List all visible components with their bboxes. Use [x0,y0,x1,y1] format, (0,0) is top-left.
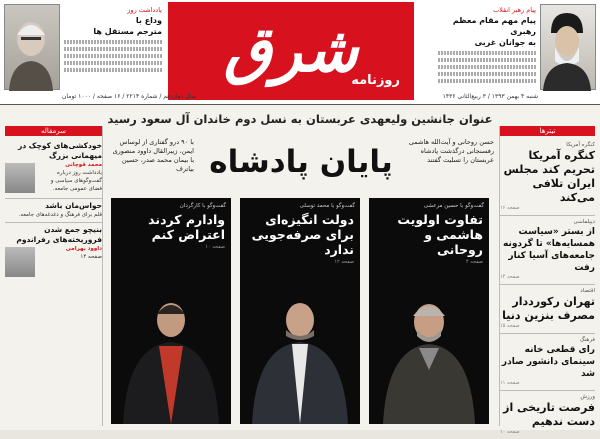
text-lines [438,51,536,55]
author-photo [5,163,35,193]
right-teaser-title-2: به جوانان غربی [474,38,536,47]
news-item[interactable] [500,139,595,216]
panel-kicker: گفت‌وگو با کارگردان [179,203,226,209]
panel-headline: وادارم کردند اعتراض کنم [148,212,225,242]
masthead [0,0,600,104]
item-page: صفحه ۱۰ [500,429,520,435]
text-lines [438,65,536,69]
masthead-left-teaser[interactable] [64,6,162,75]
item-kicker: ورزش [580,394,595,400]
left-column [3,126,103,426]
text-lines [64,47,162,51]
right-teaser-title: پیام مهم مقام معظم رهبری [452,16,536,36]
news-item[interactable] [500,285,595,334]
text-lines [438,79,536,83]
item-page: صفحه ۱۶ [500,205,520,211]
item-page: صفحه ۱۵ [500,323,520,329]
news-item[interactable] [500,391,595,439]
editorial-headline: بنیچو جمع شدن فروریخته‌های رفراندوم [16,225,102,244]
masthead-right-teaser[interactable] [438,6,536,86]
person-photo [119,292,223,424]
news-item[interactable] [500,334,595,391]
right-teaser-kicker: پیام رهبر انقلاب [493,6,536,14]
person-photo [377,292,481,424]
issue-date: شنبه ۴ بهمن ۱۳۹۳ / ۳ ربیع‌الثانی ۱۴۳۶ [442,93,538,100]
interview-panel[interactable] [240,198,360,424]
item-headline: کنگره آمریکا تحریم کند مجلس ایران تلافی می‌کند [503,149,595,204]
panel-kicker: گفت‌وگو با حسین مرعشی [423,203,484,209]
person-photo [248,292,352,424]
panel-page: صفحه ۱۲ [334,259,354,265]
editorial-author: داوود بهرامی [65,246,102,252]
panel-headline: دولت انگیزه‌ای برای صرفه‌جویی ندارد [251,212,354,257]
left-teaser-title: وداع با [135,16,162,25]
text-lines [438,58,536,62]
editorial-item[interactable] [5,199,102,223]
side-note-left[interactable]: با ۹۰ درو گفتاری از لوساس ایمن، زیبرالقال داوود منصوری با بیمان محمد صدر، حسین بیاترف [112,138,194,173]
editorial-headline: خودکشی‌های کوچک در میهمانی بزرگ [18,141,102,160]
right-column [499,126,597,435]
item-headline: فرصت تاریخی از دست ندهیم [503,401,595,428]
item-headline: رای قطعی خانه سینمای دانشور صادر شد [501,345,595,379]
surtitle[interactable]: عنوان جانشین ولیعهدی عربستان به نسل دوم خاندان آل سعود رسید [107,112,493,126]
item-page: صفحه ۱۴ [500,274,520,280]
text-lines [64,40,162,44]
panel-kicker: گفت‌وگو با محمد توسلی [299,203,355,209]
editorial-item[interactable] [5,223,102,282]
editorial-item[interactable] [5,139,102,199]
item-headline: تهران رکورددار مصرف بنزین دنیا [502,295,595,322]
editorial-body: یادداشت روز درباره گفت‌وگوهای سیاسی و فضای عمومی جامعه. [50,170,102,192]
panel-page: صفحه ۴ [466,259,483,265]
interview-panels [111,198,489,428]
center-story [106,104,494,426]
text-lines [64,61,162,65]
portrait-photo-right [540,4,596,90]
item-headline: از بستر «سیاست همسایه‌ها» تا گردونه جامعه‌های آسیا کنار رفت [503,227,595,273]
section-tag: تیترها [500,126,595,136]
editorial-page: صفحه ۱۴ [80,254,102,260]
news-item[interactable] [500,216,595,285]
text-lines [64,54,162,58]
text-lines [64,68,162,72]
item-page: صفحه ۱۱ [500,380,520,386]
panel-page: صفحه ۱۰ [205,244,225,250]
logo-text: شرق [223,13,359,86]
item-kicker: کنگره آمریکا [566,142,595,148]
left-teaser-kicker: یادداشت روز [127,6,162,14]
editorial-body: قلم برای فرهنگ و دغدغه‌های جامعه. [18,212,102,218]
editorial-headline: حواس‌مان باشد [45,201,102,210]
text-lines [438,72,536,76]
main-headline[interactable]: پایان پادشاه [209,144,393,180]
logo-subtitle: روزنامه [351,73,400,88]
interview-panel[interactable] [369,198,489,424]
item-kicker: فرهنگ [579,337,595,343]
editorial-author: محمد قوچانی [65,162,102,168]
portrait-photo-left [4,4,60,90]
item-kicker: دیپلماسی [573,219,595,225]
issue-number: سال دوازدهم / شماره ۲۲۱۴ / ۱۶ صفحه / ۱۰۰۰ تومان [62,93,197,100]
logo[interactable] [168,2,414,100]
panel-headline: تفاوت اولویت هاشمی و روحانی [397,212,483,257]
interview-panel[interactable] [111,198,231,424]
side-note-right[interactable]: حسن روحانی و آیت‌الله هاشمی رفسنجانی درگذشت پادشاه عربستان را تسلیت گفتند [408,138,494,164]
left-teaser-title-2: مترجم مستقل ها [93,27,162,36]
section-tag: سرمقاله [5,126,102,136]
item-kicker: اقتصاد [580,288,595,294]
author-photo [5,247,35,277]
